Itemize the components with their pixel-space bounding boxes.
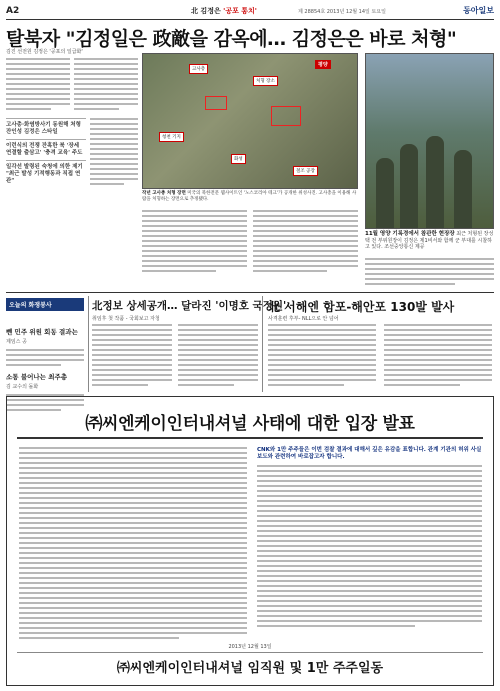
- subheads: [6, 118, 86, 188]
- section-prefix: 北 김정은: [191, 7, 221, 15]
- opinion-title-2: 소통 불어나는 최주총: [6, 373, 68, 381]
- map-caption: [142, 191, 358, 203]
- article2-text: [178, 324, 258, 389]
- section-title: [191, 6, 257, 16]
- opinion-author: 제임스 공: [6, 339, 27, 345]
- article3-text: [384, 324, 492, 389]
- ad-date: 2013년 12월 13일: [228, 644, 272, 650]
- news-photo: [365, 53, 494, 229]
- masthead-logo: 동아일보: [463, 5, 494, 15]
- ad-divider: [17, 652, 483, 653]
- photo-caption-text: 최근 처형된 장성택 전 부위원장이 김정은 제1비서와 함께 군 부대를 시찰하고 있다. 조선중앙통신 제공: [365, 231, 494, 250]
- ad-text-right: [257, 465, 482, 630]
- ad-text-left: [19, 447, 247, 642]
- person-figure: [376, 158, 394, 228]
- article2-title: 北정보 상세공개… 달라진 '이명호 국정원': [92, 300, 287, 312]
- map-label: 처형 장소: [253, 76, 278, 86]
- map-caption-title: 작년 고사총 처형 장면: [142, 191, 186, 196]
- article2-text: [92, 324, 172, 389]
- target-marker: [271, 106, 301, 126]
- opinion-title: 뺀 민주 위원 회동 결과는: [6, 328, 78, 336]
- map-label: 철조 공장: [293, 166, 318, 176]
- article-text-col5: [253, 210, 358, 275]
- subhead: 일각선 발령된 숙청에 의한 제기 "최근 발성 기적행동과 직접 연관": [6, 160, 86, 188]
- article3-subtitle: 사격훈련 후부- NLL으로 안 넘어: [268, 316, 339, 322]
- byline: 김진 선전원 김정은 '공포의 일급화': [6, 49, 83, 55]
- article2-subtitle: 취임후 첫 작품 - 국회보고 자청: [92, 316, 160, 322]
- article-text-col4: [142, 210, 247, 275]
- column-divider: [262, 296, 263, 392]
- subhead: 이런식의 전쟁 잔혹한 북 '장세 연결할 출삼고' '충격 교육' 주도: [6, 139, 86, 160]
- photo-caption-title: 11월 영양 기록경에서 참관한 현장장: [365, 231, 455, 237]
- article-text-col3: [90, 118, 138, 188]
- section-divider: [6, 292, 494, 293]
- ad-highlight: CNK와 1만 주주들은 이번 검찰 결과에 대해서 깊은 유감을 표합니다. 관계 기관의 허위 사실 보도와 관련하여 바로잡고자 합니다.: [257, 447, 482, 460]
- opinion-text: [6, 349, 84, 366]
- column-divider: [88, 296, 89, 392]
- map-caption-text: 미국의 북한전문 웹사이트인 '노스코리아 테크'가 공개한 위성사진. 고사총을 이용해 사람을 처형하는 장면으로 추정됐다.: [142, 191, 357, 202]
- target-marker: [205, 96, 227, 110]
- section-main: '공포 통치': [223, 7, 257, 15]
- article3-text: [268, 324, 376, 389]
- article3-title: 北 서해엔 함포-해안포 130발 발사: [268, 300, 455, 314]
- issue-date: 제 28854호 2013년 12월 14일 토요일: [298, 9, 386, 15]
- ad-signature: ㈜씨엔케이인터내셔널 임직원 및 1만 주주일동: [116, 661, 384, 676]
- article-text-col6: [365, 258, 494, 288]
- person-figure: [400, 144, 418, 228]
- statement-advertisement: [6, 396, 494, 686]
- article-text-col1: [6, 58, 70, 113]
- person-figure: [454, 150, 472, 228]
- ad-divider: [17, 437, 483, 439]
- opinion-author-2: 김 교수의 돌화: [6, 384, 39, 390]
- satellite-map-image: [142, 53, 358, 189]
- ad-title: ㈜씨엔케이인터내셔널 사태에 대한 입장 발표: [85, 414, 415, 434]
- article-text-col2: [74, 58, 138, 113]
- map-city-label: 평양: [315, 60, 331, 69]
- main-headline: 탈북자 "김정일은 政敵을 감옥에… 김정은은 바로 처형": [6, 28, 457, 50]
- opinion-band: 오늘의 화쟁봉사: [6, 298, 84, 311]
- photo-caption: [365, 231, 494, 251]
- person-figure: [426, 136, 444, 228]
- map-label: 고사총: [189, 64, 208, 74]
- page-number: A2: [6, 6, 20, 16]
- subhead: 고사총·화염방사기 동원해 처형 잔인성 김정은 스타일: [6, 118, 86, 139]
- map-label: 청천 기지: [159, 132, 184, 142]
- page-header: [6, 5, 494, 20]
- map-label: 화성: [231, 154, 246, 164]
